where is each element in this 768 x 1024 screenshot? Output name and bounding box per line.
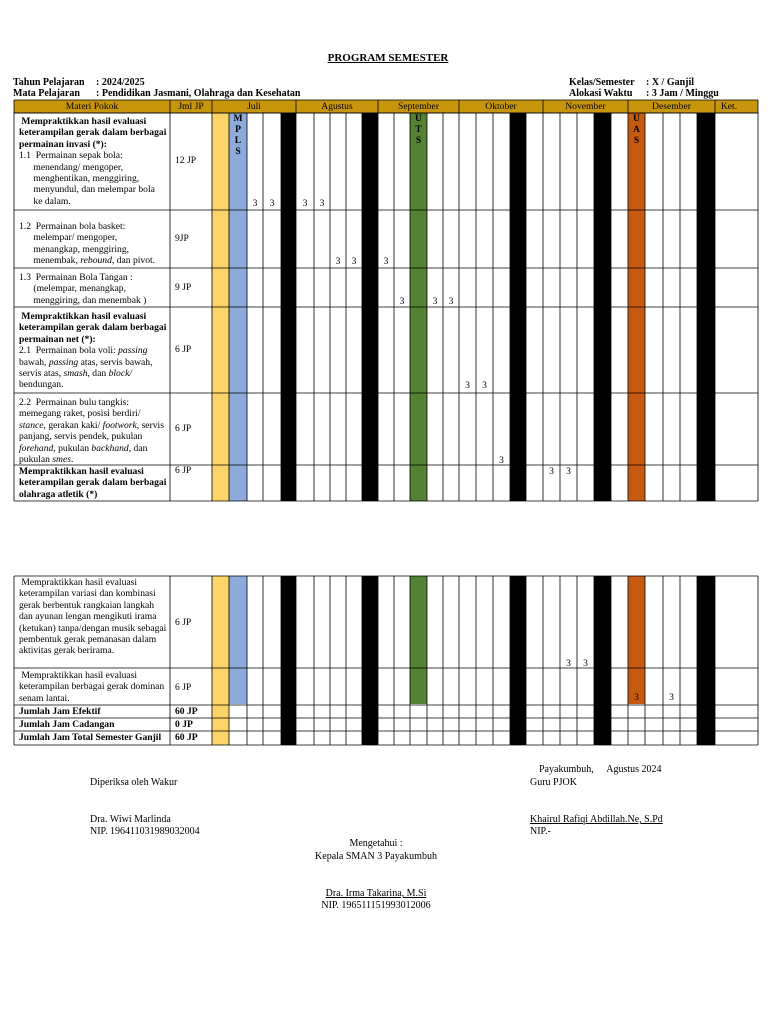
jp-cell: 6 JP xyxy=(175,423,192,434)
week-jp-value: 3 xyxy=(583,658,588,669)
uts-col xyxy=(410,576,427,704)
total-value: 0 JP xyxy=(175,719,193,730)
mengetahui-label: Mengetahui : xyxy=(349,838,403,849)
materi-cell: Mempraktikkan hasil evaluasi keterampilan variasi dan kombinasi gerak berbentuk rangkaian langkah dan ayunan lengan mengikuti irama (ketukan) tanpa/dengan musik sebagai pembentuk gerak pemanasan dalam aktivitas gerak berirama. xyxy=(19,577,167,657)
week-jp-value: 3 xyxy=(383,256,389,267)
week-jp-value: 3 xyxy=(465,380,470,391)
holiday-col xyxy=(594,576,611,745)
header-jml: Jml JP xyxy=(178,101,204,112)
kepala-nip: NIP. 196511151993012006 xyxy=(321,900,431,911)
mapel-label: Mata Pelajaran xyxy=(13,88,80,99)
header-month-november: November xyxy=(565,101,606,112)
week-jp-value: 3 xyxy=(319,198,325,209)
alokasi-value: : 3 Jam / Minggu xyxy=(646,88,719,99)
jp-cell: 6 JP xyxy=(175,617,192,628)
mpls-col xyxy=(229,576,247,704)
jp-cell: 9 JP xyxy=(175,282,192,293)
materi-cell: 2.2 Permainan bulu tangkis: memegang raket, posisi berdiri/ stance, gerakan kaki/ footwork, servis panjang, servis pendek, pukulan forehand, pukulan backhand, dan pukulan smes. xyxy=(19,397,164,464)
holiday-col xyxy=(281,576,296,745)
materi-cell: 1.3 Permainan Bola Tangan : (melempar, menangkap, menggiring, dan menembak ) xyxy=(19,272,147,306)
week-jp-value: 3 xyxy=(566,466,571,477)
header-month-september: September xyxy=(397,101,440,112)
guru-nip: NIP.- xyxy=(530,826,551,837)
kepala-name-text: Dra. Irma Takarina, M.Si xyxy=(325,888,427,899)
materi-cell: 1.2 Permainan bola basket: melempar/ mengoper, menangkap, menggiring, menembak, rebound, dan pivot. xyxy=(19,221,156,267)
holiday-col xyxy=(362,576,378,745)
header-month-desember: Desember xyxy=(652,101,691,112)
kelas-label: Kelas/Semester xyxy=(569,77,635,88)
mpls-label: M xyxy=(233,113,243,124)
week-jp-value: 3 xyxy=(669,692,674,703)
total-value: 60 JP xyxy=(175,706,198,717)
jp-cell: 6 JP xyxy=(175,682,192,693)
alokasi-label: Alokasi Waktu xyxy=(569,88,633,99)
kelas-value: : X / Ganjil xyxy=(646,77,695,88)
uts-label: S xyxy=(415,135,422,146)
materi-cell: Mempraktikkan hasil evaluasi keterampilan gerak dalam berbagai permainan net (*): 2.1 Permainan bola voli: passing bawah, passing atas, servis bawah, servis atas, smash, dan block/ bendungan. xyxy=(19,311,167,391)
uts-label: U xyxy=(415,113,422,124)
page-title: PROGRAM SEMESTER xyxy=(327,52,449,64)
week-jp-value: 3 xyxy=(482,380,487,391)
place-date: Payakumbuh, Agustus 2024 xyxy=(539,764,662,775)
week-jp-value: 3 xyxy=(515,455,521,466)
mpls-label: L xyxy=(234,135,242,146)
week-jp-value: 3 xyxy=(399,296,405,307)
header-month-agustus: Agustus xyxy=(321,101,353,112)
mpls-label: P xyxy=(235,124,241,135)
total-value: 60 JP xyxy=(175,732,198,743)
week-jp-value: 3 xyxy=(252,198,258,209)
week-jp-value: 3 xyxy=(566,658,571,669)
header-materi: Materi Pokok xyxy=(65,101,119,112)
week-jp-value: 3 xyxy=(302,198,308,209)
week-jp-value: 3 xyxy=(499,455,504,466)
uas-col xyxy=(628,576,645,704)
header-ket: Ket. xyxy=(720,101,738,112)
kepala-name xyxy=(0,888,752,899)
mpls-label: S xyxy=(235,146,241,157)
uas-label: S xyxy=(633,135,640,146)
jp-cell: 12 JP xyxy=(175,155,197,166)
total-label: Jumlah Jam Total Semester Ganjil xyxy=(19,732,162,743)
holiday-col xyxy=(697,576,715,745)
materi-cell: Mempraktikkan hasil evaluasi keterampilan gerak dalam berbagai permainan invasi (*): 1.1 Permainan sepak bola: menendang/ mengoper, menghentikan, menggiring, menyundul, dan melempar bola ke dalam. xyxy=(19,116,167,207)
week-col-yellow xyxy=(212,576,229,745)
week-jp-value: 3 xyxy=(269,198,275,209)
header-month-juli: Juli xyxy=(247,101,261,112)
guru-name: Khairul Rafiqi Abdillah.Ne, S.Pd xyxy=(530,814,663,825)
mapel-value: : Pendidikan Jasmani, Olahraga dan Kesehatan xyxy=(96,88,301,99)
header-month-oktober: Oktober xyxy=(485,101,517,112)
wakur-name: Dra. Wiwi Marlinda xyxy=(90,814,171,825)
wakur-title: Diperiksa oleh Wakur xyxy=(90,777,178,788)
jp-cell: 6 JP xyxy=(175,344,192,355)
jp-cell: 6 JP xyxy=(175,465,192,476)
total-label: Jumlah Jam Cadangan xyxy=(19,719,115,730)
wakur-nip: NIP. 196411031989032004 xyxy=(90,826,200,837)
jp-cell: 9JP xyxy=(175,233,189,244)
week-jp-value: 3 xyxy=(549,466,554,477)
uas-label: A xyxy=(633,124,640,135)
week-jp-value: 3 xyxy=(634,692,639,703)
week-jp-value: 3 xyxy=(335,256,341,267)
kepala-title: Kepala SMAN 3 Payakumbuh xyxy=(315,851,437,862)
tahun-label: Tahun Pelajaran xyxy=(13,77,85,88)
guru-title: Guru PJOK xyxy=(530,777,577,788)
total-label: Jumlah Jam Efektif xyxy=(19,706,101,717)
week-jp-value: 3 xyxy=(432,296,438,307)
holiday-col xyxy=(510,576,526,745)
materi-cell: Mempraktikkan hasil evaluasi keterampilan gerak dalam berbagai olahraga atletik (*) xyxy=(19,466,167,500)
week-jp-value: 3 xyxy=(351,256,357,267)
uas-label: U xyxy=(633,113,640,124)
week-jp-value: 3 xyxy=(448,296,454,307)
materi-cell: Mempraktikkan hasil evaluasi keterampilan berbagai gerak dominan senam lantai. xyxy=(19,670,165,704)
tahun-value: : 2024/2025 xyxy=(96,77,145,88)
uts-label: T xyxy=(415,124,422,135)
